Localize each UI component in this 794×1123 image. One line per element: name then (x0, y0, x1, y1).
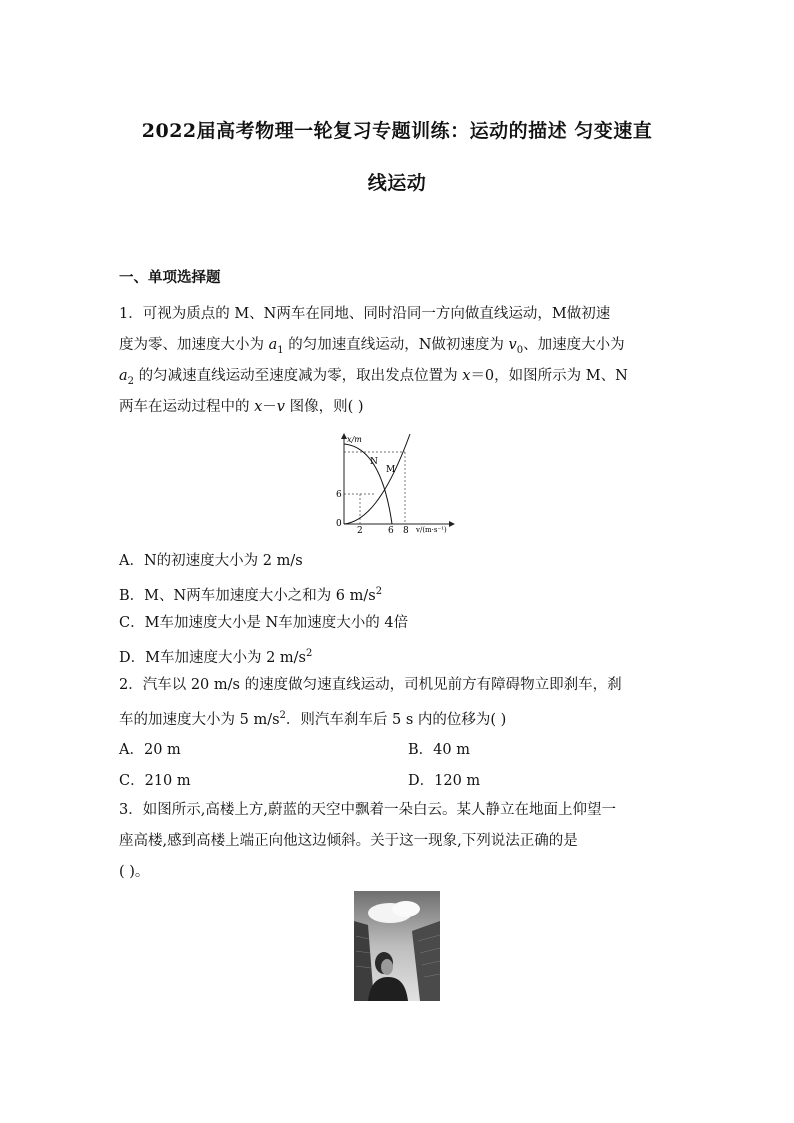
q3-line-1: 3．如图所示,高楼上方,蔚蓝的天空中飘着一朵白云。某人静立在地面上仰望一 (119, 802, 616, 818)
x-tick-6: 6 (388, 526, 394, 536)
document-title-line-1: 2022届高考物理一轮复习专题训练：运动的描述 匀变速直 (141, 120, 653, 142)
q1-option-c: C．M车加速度大小是 N车加速度大小的 4倍 (119, 615, 409, 631)
q1-line-3: $a_2$ 的匀减速直线运动至速度减为零，取出发点位置为 x＝0，如图所示为 M、N (119, 368, 628, 387)
x-tick-2: 2 (357, 526, 363, 536)
q1-line-4: 两车在运动过程中的 x－v 图像，则( ) (119, 399, 364, 415)
curve-m-label: M (386, 465, 396, 475)
x-v-graph (330, 428, 460, 540)
q1-option-a: A．N的初速度大小为 2 m/s (119, 553, 303, 569)
building-photo (354, 891, 440, 1001)
y-axis-label: x/m (347, 435, 362, 444)
x-tick-8: 8 (403, 526, 409, 536)
q1-line-2: 度为零、加速度大小为 $a_1$ 的匀加速直线运动，N做初速度为 $v_0$、加速度大小为 (119, 337, 625, 356)
curve-m (344, 434, 410, 524)
q3-line-3: ( )。 (119, 864, 150, 880)
q2-line-2: 车的加速度大小为 5 $m/s^2$．则汽车刹车后 5 s 内的位移为( ) (119, 710, 507, 728)
section-heading: 一、单项选择题 (119, 269, 221, 286)
y-tick-6: 6 (336, 490, 342, 500)
origin-label: 0 (336, 519, 342, 529)
curve-n-label: N (370, 457, 378, 467)
q1-option-d: D．M车加速度大小为 2 $m/s^2$ (119, 648, 313, 666)
q1-line-1: 1．可视为质点的 M、N两车在同地、同时沿同一方向做直线运动，M做初速 (119, 306, 611, 322)
q1-option-b: B．M、N两车加速度大小之和为 6 $m/s^2$ (119, 586, 383, 604)
curve-n (344, 444, 392, 524)
q2-option-d: D．120 m (408, 773, 481, 789)
q3-line-2: 座高楼,感到高楼上端正向他这边倾斜。关于这一现象,下列说法正确的是 (119, 833, 578, 849)
x-axis-label: v/(m·s⁻¹) (416, 526, 447, 534)
q2-line-1: 2．汽车以 20 m/s 的速度做匀速直线运动，司机见前方有障碍物立即刹车，刹 (119, 677, 622, 693)
q2-option-a: A．20 m (119, 742, 181, 758)
document-title-line-2: 线运动 (367, 172, 427, 194)
q2-option-b: B．40 m (408, 742, 470, 758)
q2-option-c: C．210 m (119, 773, 191, 789)
